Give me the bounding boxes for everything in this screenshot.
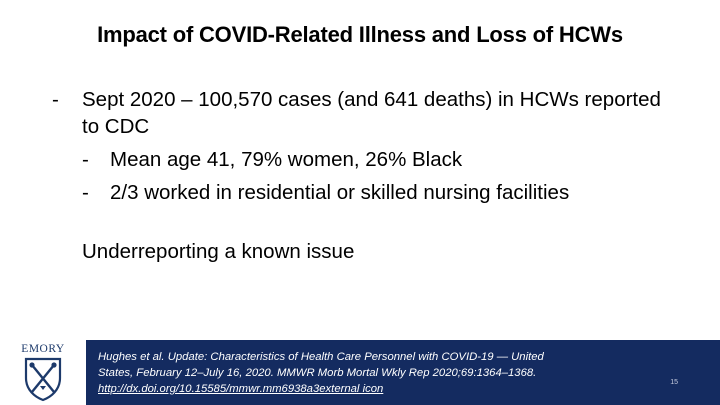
slide-title: Impact of COVID-Related Illness and Loss of HCWs xyxy=(97,22,623,47)
sub-bullet-item xyxy=(52,179,672,206)
logo-wordmark: EMORY xyxy=(21,343,65,355)
citation-band xyxy=(86,340,720,405)
page-number: 15 xyxy=(670,379,678,386)
sub-bullet-dash: - xyxy=(82,148,89,171)
bullet-item xyxy=(52,86,672,140)
shield-icon xyxy=(23,356,63,402)
emory-logo xyxy=(0,340,86,405)
citation xyxy=(98,349,598,397)
citation-link[interactable]: http://dx.doi.org/10.15585/mmwr.mm6938a3external icon xyxy=(98,383,384,395)
bullet-text: Sept 2020 – 100,570 cases (and 641 deaths) in HCWs reported to CDC xyxy=(82,88,661,138)
bullet-dash: - xyxy=(52,88,59,111)
sub-bullet-item xyxy=(52,146,672,173)
slide-content xyxy=(52,86,672,265)
footer xyxy=(0,340,720,405)
note-text: Underreporting a known issue xyxy=(82,240,355,263)
citation-line: Hughes et al. Update: Characteristics of Health Care Personnel with COVID-19 — United xyxy=(98,351,544,363)
citation-line: States, February 12–July 16, 2020. MMWR Morb Mortal Wkly Rep 2020;69:1364–1368. xyxy=(98,367,537,379)
sub-bullet-text: 2/3 worked in residential or skilled nursing facilities xyxy=(110,181,570,204)
sub-bullet-text: Mean age 41, 79% women, 26% Black xyxy=(110,148,463,171)
sub-bullet-dash: - xyxy=(82,181,89,204)
